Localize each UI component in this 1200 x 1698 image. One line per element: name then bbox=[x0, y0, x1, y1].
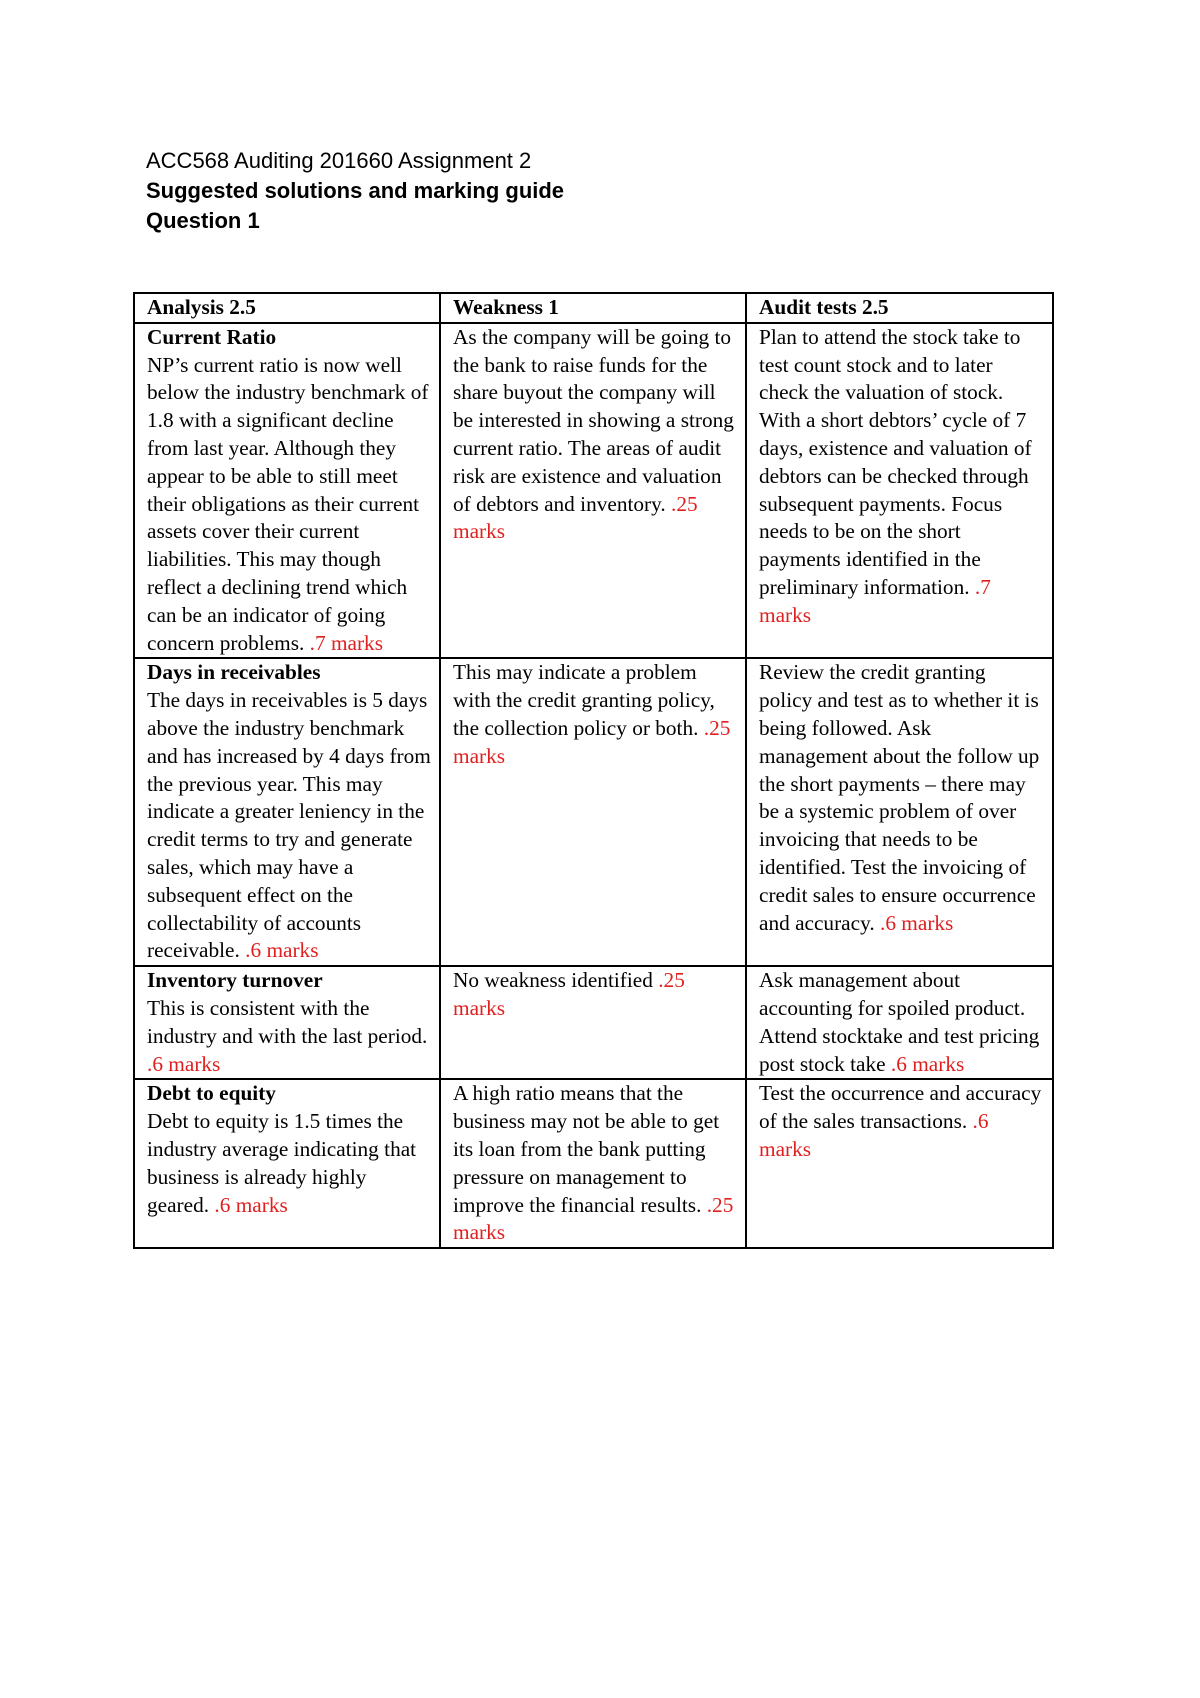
weakness-cell bbox=[440, 658, 746, 966]
audit-marks: .7 marks bbox=[759, 574, 991, 627]
table-header-row bbox=[134, 293, 1053, 323]
analysis-marks: .6 marks bbox=[147, 1051, 221, 1076]
row-title: Days in receivables bbox=[147, 660, 321, 685]
audit-tests-cell bbox=[746, 1079, 1053, 1248]
weakness-marks: .25 marks bbox=[453, 715, 731, 768]
audit-tests-cell bbox=[746, 966, 1053, 1079]
weakness-cell bbox=[440, 323, 746, 659]
weakness-marks: .25 marks bbox=[453, 968, 685, 1020]
document-heading bbox=[146, 146, 564, 236]
analysis-cell bbox=[134, 966, 440, 1079]
row-title: Debt to equity bbox=[147, 1081, 276, 1106]
weakness-cell bbox=[440, 1079, 746, 1248]
weakness-text: This may indicate a problem with the credit granting policy, the collection policy or both. bbox=[453, 660, 715, 740]
audit-text: Review the credit granting policy and test as to whether it is being followed. Ask management about the follow up the short payments – there may be a systemic problem of over invoicing that needs to be identified. Test the invoicing of credit sales to ensure occurrence and accuracy. bbox=[759, 660, 1040, 935]
weakness-text: A high ratio means that the business may not be able to get its loan from the bank putting pressure on management to improve the financial results. bbox=[453, 1081, 720, 1217]
analysis-text: Debt to equity is 1.5 times the industry average indicating that business is already highly geared. bbox=[147, 1109, 417, 1217]
header-audit-tests: Audit tests 2.5 bbox=[746, 293, 1053, 323]
weakness-marks: .25 marks bbox=[453, 491, 698, 544]
weakness-cell bbox=[440, 966, 746, 1079]
weakness-marks: .25 marks bbox=[453, 1192, 734, 1245]
row-title: Inventory turnover bbox=[147, 968, 323, 993]
row-title: Current Ratio bbox=[147, 324, 277, 349]
audit-tests-cell bbox=[746, 323, 1053, 659]
question-label: Question 1 bbox=[146, 208, 260, 233]
audit-marks: .6 marks bbox=[880, 910, 954, 935]
weakness-text: As the company will be going to the bank to raise funds for the share buyout the company will be interested in showing a strong current ratio. The areas of audit risk are existence and valuation of debtors and inventory. bbox=[453, 324, 734, 516]
table-row bbox=[134, 966, 1053, 1079]
audit-text: With a short debtors’ cycle of 7 days, existence and valuation of debtors can be checked through subsequent payments. Focus needs to be on the short payments identified in the preliminary information. bbox=[759, 408, 1032, 599]
audit-text: Plan to attend the stock take to test count stock and to later check the valuation of stock. bbox=[759, 324, 1021, 405]
header-analysis: Analysis 2.5 bbox=[134, 293, 440, 323]
analysis-cell bbox=[134, 1079, 440, 1248]
header-weakness: Weakness 1 bbox=[440, 293, 746, 323]
table-row bbox=[134, 658, 1053, 966]
analysis-marks: .6 marks bbox=[214, 1192, 288, 1217]
table-row bbox=[134, 323, 1053, 659]
analysis-marks: .6 marks bbox=[245, 938, 319, 963]
analysis-text: This is consistent with the industry and with the last period. bbox=[147, 995, 428, 1048]
analysis-text: NP’s current ratio is now well below the industry benchmark of 1.8 with a significant decline from last year. Although they appear to be able to still meet their obligations as their current assets cover their current liabilities. This may though reflect a declining trend which can be an indicator of going concern problems. bbox=[147, 352, 429, 655]
analysis-cell bbox=[134, 323, 440, 659]
marking-guide-table bbox=[133, 292, 1054, 1249]
assignment-title: ACC568 Auditing 201660 Assignment 2 bbox=[146, 148, 532, 173]
audit-tests-cell bbox=[746, 658, 1053, 966]
guide-subtitle: Suggested solutions and marking guide bbox=[146, 178, 565, 203]
analysis-marks: .7 marks bbox=[309, 630, 383, 655]
audit-text: Test the occurrence and accuracy of the sales transactions. bbox=[759, 1081, 1042, 1134]
audit-marks: .6 marks bbox=[759, 1109, 989, 1161]
analysis-text: The days in receivables is 5 days above the industry benchmark and has increased by 4 days from the previous year. This may indicate a greater leniency in the credit terms to try and generate sales, which may have a subsequent effect on the collectability of accounts receivable. bbox=[147, 688, 431, 963]
audit-marks: .6 marks bbox=[890, 1051, 965, 1076]
weakness-text: No weakness identified bbox=[453, 968, 659, 993]
audit-text: Ask management about accounting for spoiled product. Attend stocktake and test pricing post stock take bbox=[759, 968, 1040, 1076]
analysis-cell bbox=[134, 658, 440, 966]
table-row bbox=[134, 1079, 1053, 1248]
